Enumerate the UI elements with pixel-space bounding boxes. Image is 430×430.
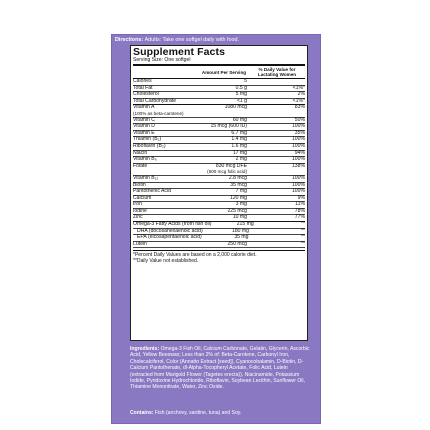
nutrient-amount: 5 xyxy=(244,78,247,84)
nutrient-dv: 9% xyxy=(297,194,305,201)
nutrient-name: Calcium xyxy=(133,194,152,201)
nutrient-name: Total Carbohydrate xyxy=(133,97,177,104)
nutrient-dv: ** xyxy=(301,234,305,241)
table-row xyxy=(133,86,305,93)
nutrient-amount: <1 g xyxy=(236,97,247,104)
facts-title: Supplement Facts xyxy=(133,46,226,58)
nutrient-dv: 100% xyxy=(291,142,305,149)
nutrient-dv: 35% xyxy=(294,129,305,136)
nutrient-name: Vitamin A xyxy=(133,104,155,111)
col-amount: Amount Per Serving xyxy=(201,69,247,75)
nutrient-dv xyxy=(249,79,305,85)
nutrient-amount: 2 mg xyxy=(235,156,247,163)
nutrient-amount: 10 mg xyxy=(232,214,247,221)
nutrient-amount: 225 mcg xyxy=(227,207,247,214)
nutrient-name: Vitamin B₆ xyxy=(133,156,157,163)
table-row xyxy=(133,209,305,216)
contains xyxy=(130,410,310,416)
nutrient-amount: 2.8 mcg xyxy=(228,174,247,181)
nutrient-name: Thiamin (B₁) xyxy=(133,136,162,143)
table-row xyxy=(133,99,305,106)
col-dv: % Daily Value for Lactating Women xyxy=(257,67,297,77)
table-row xyxy=(133,151,305,158)
nutrient-name: Vitamin B₁₂ xyxy=(133,174,159,181)
table-row xyxy=(133,176,305,183)
nutrient-name: Vitamin E xyxy=(133,129,155,136)
nutrient-name: Total Fat xyxy=(133,84,153,91)
nutrient-name: Pantothenic Acid xyxy=(133,188,171,195)
nutrient-dv: 100% xyxy=(291,123,305,130)
nutrient-name: Iodine xyxy=(133,207,147,214)
nutrient-amount: 3 mg xyxy=(235,201,247,208)
nutrient-name: Niacin xyxy=(133,149,148,156)
table-row xyxy=(133,79,305,86)
directions-label: Directions: xyxy=(115,37,144,43)
table-row xyxy=(133,196,305,203)
serving-size: Serving Size: One softgel xyxy=(133,57,305,66)
nutrient-dv: 100% xyxy=(291,181,305,188)
nutrient-dv: <1%* xyxy=(292,97,305,104)
nutrient-dv: ** xyxy=(301,221,305,228)
nutrient-amount: 0.5 g xyxy=(235,84,247,91)
nutrient-amount: 250 mcg xyxy=(227,240,247,247)
nutrient-amount: 35 mcg xyxy=(230,181,247,188)
nutrient-dv: 100% xyxy=(291,188,305,195)
nutrient-name: Biotin xyxy=(133,181,146,188)
facts-header xyxy=(133,66,305,79)
ingredients-text: Omega-3 Fish Oil, Calcium Carbonate, Gelatin, Glycerin, Ascorbic Acid, Yellow Beeswax; Less than 2% of: Beta-Carotene, Carbonyl Iron, Cholecalciferol, Color (Annatto Extract [seed]), Cyanocobalamin, D-Biotin, D-Calcium Pantothenate, dl-Alpha-Tocopheryl Acetate, Folic Acid, Lutein (extracted from Marigold Flower (Tagetes erecta)), Niacinamide, Potassium Iodide, Pyridoxine Hydrochloride, Riboflavin, Soybean Lecithin, Sunflower Oil, Thiamine Mononitrate, Water, Zinc Oxide. xyxy=(130,346,310,391)
nutrient-amount: 60 mg xyxy=(232,116,247,123)
nutrient-dv: 100% xyxy=(291,136,305,143)
nutrient-name: Folate xyxy=(133,162,148,169)
ingredients xyxy=(130,346,310,391)
directions-text: Adults: Take one softgel daily with food. xyxy=(144,37,239,43)
nutrient-amount: 5 mg xyxy=(235,91,247,98)
contains-label: Contains: xyxy=(130,410,154,416)
nutrient-dv: 94% xyxy=(294,149,305,156)
nutrient-amount: 6.7 mg xyxy=(231,129,247,136)
ingredients-label: Ingredients: xyxy=(130,346,160,352)
nutrient-name: EPA (eicosapentaenoic acid) xyxy=(137,234,202,241)
amount-note: (500 mcg folic acid) xyxy=(207,169,247,175)
nutrient-dv: 100% xyxy=(291,174,305,181)
nutrient-name: Cholesterol xyxy=(133,91,159,98)
nutrient-dv: 100% xyxy=(291,156,305,163)
facts-rows xyxy=(133,79,305,248)
nutrient-dv: ** xyxy=(301,240,305,247)
footnote-1: *Percent Daily Values are based on a 2,000 calorie diet. xyxy=(133,252,257,259)
nutrient-amount: 1.6 mg xyxy=(231,142,247,149)
nutrient-amount: 215 mg xyxy=(236,221,254,228)
nutrient-amount: 35 mg xyxy=(234,234,249,241)
nutrient-name: Calories xyxy=(133,78,152,84)
nutrient-amount: 17 mg xyxy=(232,149,247,156)
nutrient-dv: 77% xyxy=(294,214,305,221)
nutrient-dv: 11% xyxy=(295,201,305,208)
nutrient-name: DHA (docosahexaenoic acid) xyxy=(137,227,203,234)
nutrient-dv: 2% xyxy=(297,91,305,98)
table-row xyxy=(133,235,305,242)
nutrient-amount: 7 mg xyxy=(235,188,247,195)
nutrient-name: Iron xyxy=(133,201,142,208)
table-row xyxy=(133,105,305,117)
nutrient-dv: 138% xyxy=(291,162,305,169)
table-row xyxy=(133,124,305,131)
nutrient-amount: 1.4 mg xyxy=(231,136,247,143)
nutrient-name: Omega-3 Fatty Acids (from fish oil) xyxy=(133,221,212,228)
supplement-facts-table xyxy=(130,45,308,341)
nutrient-dv: 83% xyxy=(294,104,305,111)
nutrient-dv: 50% xyxy=(294,116,305,123)
nutrient-dv: <1%* xyxy=(292,84,305,91)
nutrient-dv: ** xyxy=(301,227,305,234)
table-row xyxy=(133,144,305,151)
nutrient-amount: 15 mcg (600 IU) xyxy=(210,123,247,130)
footnote-2: **Daily Value not established. xyxy=(133,258,199,265)
table-row xyxy=(133,202,305,209)
nutrient-name: Lutein xyxy=(133,240,147,247)
nutrient-name: Zinc xyxy=(133,214,143,221)
nutrient-name: Riboflavin (B₂) xyxy=(133,142,166,149)
nutrient-note: (100% as beta-carotene) xyxy=(133,110,184,116)
contains-text: Fish (anchovy, sardine, tuna) and Soy. xyxy=(154,410,242,416)
nutrient-amount: 830 mcg DFE xyxy=(215,162,247,169)
nutrient-amount: 120 mg xyxy=(230,194,247,201)
directions xyxy=(115,37,315,44)
table-row xyxy=(133,189,305,196)
table-row xyxy=(133,164,305,176)
nutrient-dv: 78% xyxy=(294,207,305,214)
table-row xyxy=(133,242,305,249)
footnotes xyxy=(133,250,305,264)
nutrient-amount: 1080 mcg xyxy=(224,104,247,111)
nutrient-name: Vitamin C xyxy=(133,116,155,123)
nutrient-amount: 180 mg xyxy=(232,227,249,234)
nutrient-name: Vitamin D xyxy=(133,123,155,130)
